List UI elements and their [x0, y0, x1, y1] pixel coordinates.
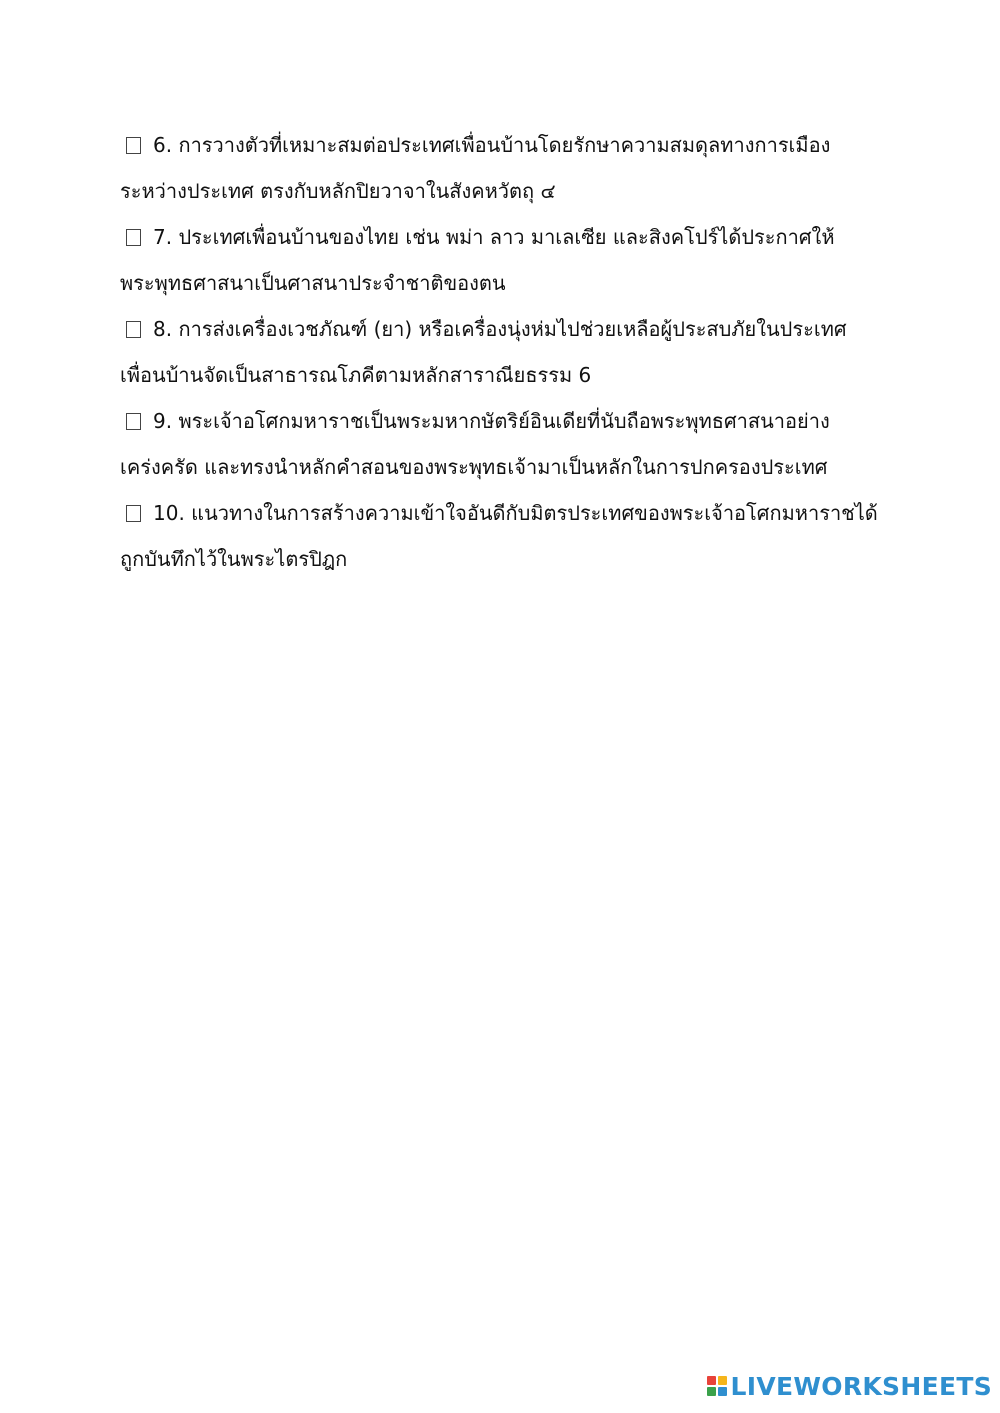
- logo-cubes-icon: [707, 1376, 727, 1396]
- question-text: การส่งเครื่องเวชภัณฑ์ (ยา) หรือเครื่องนุ่งห่มไปช่วยเหลือผู้ประสบภัยในประเทศเพื่อนบ้านจัดเป็นสาธารณโภคีตามหลักสาราณียธรรม 6: [120, 317, 847, 387]
- question-number: 9.: [153, 409, 173, 433]
- logo-cube: [707, 1376, 716, 1385]
- answer-checkbox-9[interactable]: [126, 413, 141, 430]
- question-number: 8.: [153, 317, 173, 341]
- question-text: แนวทางในการสร้างความเข้าใจอันดีกับมิตรประเทศของพระเจ้าอโศกมหาราชได้ถูกบันทึกไว้ในพระไตรปิฎก: [120, 501, 878, 571]
- answer-checkbox-6[interactable]: [126, 137, 141, 154]
- logo-text: LIVEWORKSHEETS: [730, 1371, 992, 1401]
- question-item-8: [120, 306, 880, 398]
- question-item-6: [120, 122, 880, 214]
- answer-checkbox-8[interactable]: [126, 321, 141, 338]
- logo-cube: [707, 1387, 716, 1396]
- logo-cube: [718, 1376, 727, 1385]
- question-text: การวางตัวที่เหมาะสมต่อประเทศเพื่อนบ้านโดยรักษาความสมดุลทางการเมืองระหว่างประเทศ ตรงกับหลักปิยวาจาในสังคหวัตถุ ๔: [120, 133, 831, 203]
- question-number: 6.: [153, 133, 173, 157]
- liveworksheets-logo[interactable]: [707, 1371, 992, 1401]
- answer-checkbox-10[interactable]: [126, 505, 141, 522]
- logo-cube: [718, 1387, 727, 1396]
- question-text: พระเจ้าอโศกมหาราชเป็นพระมหากษัตริย์อินเดียที่นับถือพระพุทธศาสนาอย่างเคร่งครัด และทรงนำหลักคำสอนของพระพุทธเจ้ามาเป็นหลักในการปกครองประเทศ: [120, 409, 830, 479]
- question-number: 7.: [153, 225, 173, 249]
- question-item-7: [120, 214, 880, 306]
- question-text: ประเทศเพื่อนบ้านของไทย เช่น พม่า ลาว มาเลเซีย และสิงคโปร์ได้ประกาศให้พระพุทธศาสนาเป็นศาสนาประจำชาติของตน: [120, 225, 835, 295]
- answer-checkbox-7[interactable]: [126, 229, 141, 246]
- question-item-10: [120, 490, 880, 582]
- question-number: 10.: [153, 501, 185, 525]
- question-list: [120, 122, 880, 582]
- question-item-9: [120, 398, 880, 490]
